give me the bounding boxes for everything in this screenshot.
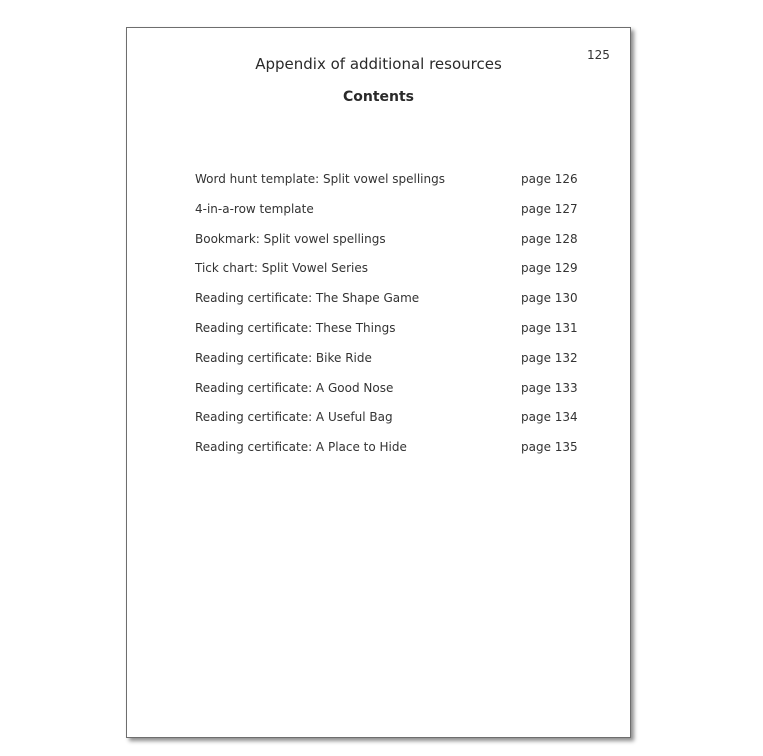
toc-entry [195,440,595,470]
toc-entry-title: Reading certificate: A Place to Hide [195,440,407,455]
toc-entry-page: page 134 [521,410,578,425]
toc-entry-title: Reading certificate: A Useful Bag [195,410,393,425]
toc-entry-page: page 129 [521,261,578,276]
toc-entry-page: page 132 [521,350,578,365]
toc-entry-title: Bookmark: Split vowel spellings [195,231,386,246]
table-of-contents [195,172,595,470]
toc-entry-title: Reading certificate: The Shape Game [195,291,420,306]
toc-entry [195,232,595,262]
toc-entry-page: page 133 [521,380,578,395]
page-title: Appendix of additional resources [255,55,502,73]
toc-entry [195,410,595,440]
toc-entry [195,321,595,351]
toc-entry-page: page 130 [521,291,578,306]
toc-entry-title: Reading certificate: A Good Nose [195,380,394,395]
page-number: 125 [587,48,610,62]
contents-heading: Contents [342,89,415,105]
toc-entry-title: Word hunt template: Split vowel spellings [195,172,445,186]
document-page [126,27,631,738]
toc-entry-page: page 126 [521,172,578,186]
toc-entry [195,381,595,411]
toc-entry-title: Reading certificate: Bike Ride [195,350,372,365]
toc-entry [195,351,595,381]
toc-entry-page: page 127 [521,201,578,216]
toc-entry-page: page 135 [521,440,578,455]
toc-entry-page: page 131 [521,320,578,335]
toc-entry [195,291,595,321]
toc-entry-page: page 128 [521,231,578,246]
toc-entry [195,261,595,291]
toc-entry-title: 4-in-a-row template [195,201,314,216]
toc-entry-title: Tick chart: Split Vowel Series [195,261,368,276]
toc-entry [195,202,595,232]
toc-entry [195,172,595,202]
toc-entry-title: Reading certificate: These Things [195,320,396,335]
